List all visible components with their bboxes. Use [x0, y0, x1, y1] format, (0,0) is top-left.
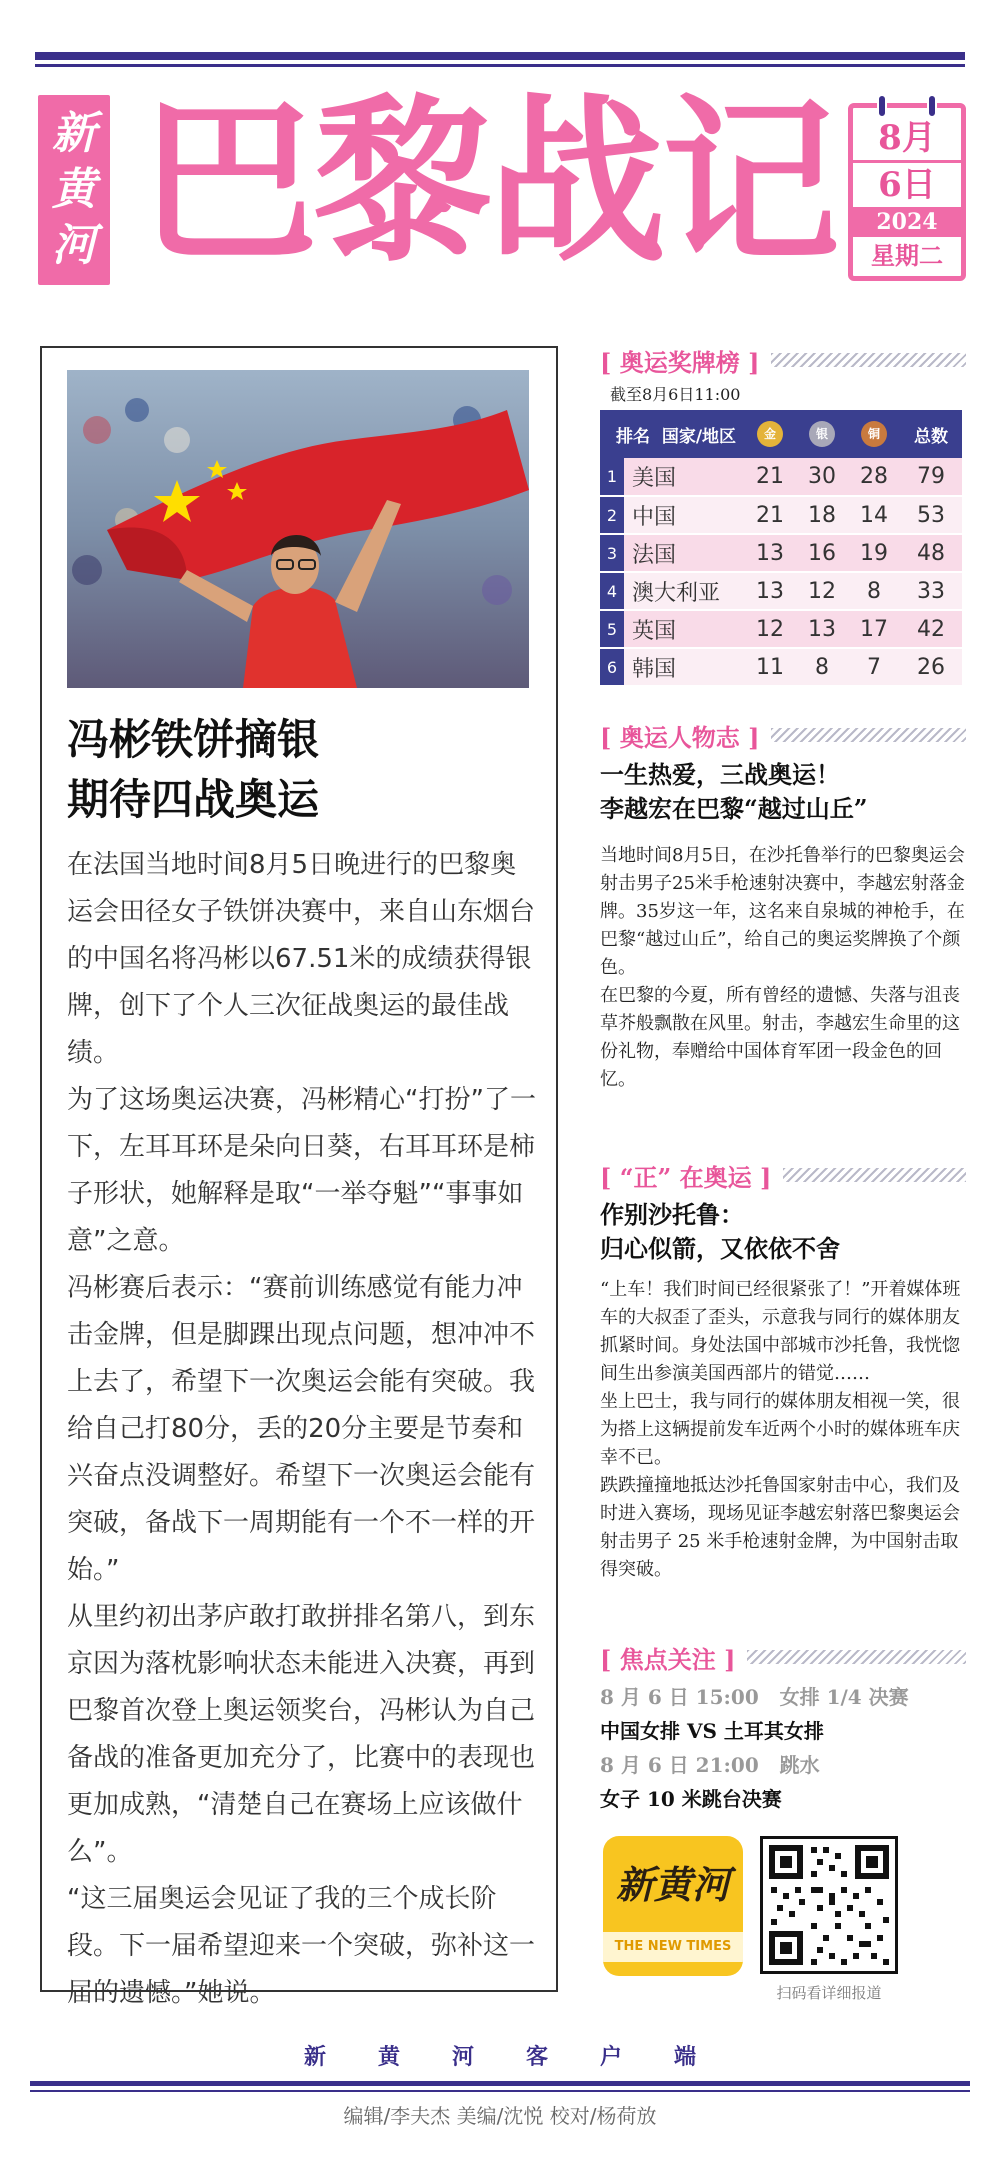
zheng-headline-line: 归心似箭，又依依不舍: [600, 1234, 840, 1263]
masthead-title: 巴黎战记: [140, 79, 836, 286]
date-calendar: [848, 103, 966, 281]
zheng-paragraph: 坐上巴士，我与同行的媒体朋友相视一笑，很为搭上这辆提前发车近两个小时的媒体班车庆幸不已。: [600, 1391, 960, 1468]
row-rank: 6: [600, 648, 624, 686]
calendar-month: 8月: [878, 118, 936, 158]
feature-paragraph: 从里约初出茅庐敢打敢拼排名第八，到东京因为落枕影响状态未能进入决赛，再到巴黎首次登上奥运领奖台，冯彬认为自己备战的准备更加充分了，比赛中的表现也更加成熟，“清楚自己在赛场上应该做什么”。: [67, 1602, 536, 1867]
brand-char: 新: [52, 108, 96, 159]
table-row: [600, 496, 962, 534]
people-headline-line: 一生热爱，三战奥运！: [600, 760, 840, 789]
row-country: 英国: [624, 610, 744, 648]
section-title: [ 焦点关注 ]: [600, 1644, 736, 1674]
feature-paragraph: 为了这场奥运决赛，冯彬精心“打扮”了一下，左耳耳环是朵向日葵，右耳耳环是柿子形状，她解释是取“一举夺魁”“事事如意”之意。: [67, 1085, 536, 1256]
feature-paragraph: 冯彬赛后表示：“赛前训练感觉有能力冲击金牌，但是脚踝出现点问题，想冲冲不上去了，希望下一次奥运会能有突破。我给自己打80分，丢的20分主要是节奏和兴奋点没调整好。希望下一次奥运会能有突破，备战下一周期能有一个不一样的开始。”: [67, 1273, 536, 1585]
logo-subtext: THE NEW TIMES: [603, 1932, 743, 1962]
medal-asof: 截至8月6日11:00: [610, 385, 741, 404]
section-title: [ 奥运奖牌榜 ]: [600, 347, 760, 377]
calendar-weekday: 星期二: [871, 241, 943, 270]
medal-table-head-row: [600, 410, 962, 458]
qr-caption: 扫码看详细报道: [776, 1984, 882, 2002]
calendar-day: 6日: [853, 160, 961, 207]
row-gold: 21: [744, 496, 796, 534]
logo-text: 新黄河: [615, 1862, 730, 1907]
row-rank: 3: [600, 534, 624, 572]
calendar-ring: [877, 94, 887, 118]
brand-char: 河: [52, 220, 96, 271]
focus-item-time: [600, 1748, 966, 1782]
head-country: 国家/地区: [661, 426, 737, 447]
row-total: 48: [900, 534, 962, 572]
row-rank: 5: [600, 610, 624, 648]
focus-tag: 女排 1/4 决赛: [779, 1685, 909, 1709]
row-silver: 12: [796, 572, 848, 610]
row-total: 79: [900, 458, 962, 496]
table-row: [600, 534, 962, 572]
section-title: [ “正” 在奥运 ]: [600, 1162, 772, 1192]
medal-table-header: [600, 343, 966, 377]
footer-label: 新黄河客户端: [303, 2045, 748, 2070]
focus-tag: 跳水: [779, 1753, 820, 1777]
feature-headline-line: 冯彬铁饼摘银: [67, 715, 320, 764]
zheng-section-header: [600, 1158, 966, 1192]
people-paragraph: 当地时间8月5日，在沙托鲁举行的巴黎奥运会射击男子25米手枪速射决赛中，李越宏射落金牌。35岁这一年，这名来自泉城的神枪手，在巴黎“越过山丘”，给自己的奥运奖牌换了个颜色。: [600, 845, 965, 978]
section-hatch: [783, 1168, 966, 1182]
bottom-rule-thick: [30, 2081, 970, 2086]
people-headline-line: 李越宏在巴黎“越过山丘”: [600, 794, 868, 823]
row-silver: 16: [796, 534, 848, 572]
row-total: 53: [900, 496, 962, 534]
section-hatch: [771, 353, 966, 367]
table-row: [600, 458, 962, 496]
qr-code[interactable]: [760, 1836, 898, 1974]
people-paragraph: 在巴黎的今夏，所有曾经的遗憾、失落与沮丧草芥般飘散在风里。射击，李越宏生命里的这份礼物，奉赠给中国体育军团一段金色的回忆。: [600, 985, 960, 1090]
bronze-medal-icon: 铜: [861, 421, 887, 447]
top-rule-thick: [35, 52, 965, 60]
head-rank: 排名: [616, 426, 650, 447]
calendar-ring: [927, 94, 937, 118]
feature-body: [67, 842, 537, 2017]
row-gold: 12: [744, 610, 796, 648]
row-rank: 1: [600, 458, 624, 496]
table-row: [600, 572, 962, 610]
row-silver: 13: [796, 610, 848, 648]
table-row: [600, 610, 962, 648]
medal-table: [600, 410, 962, 687]
focus-item-time: [600, 1680, 966, 1714]
zheng-paragraph: “上车！我们时间已经很紧张了！”开着媒体班车的大叔歪了歪头，示意我与同行的媒体朋友抓紧时间。身处法国中部城市沙托鲁，我恍惚间生出参演美国西部片的错觉……: [600, 1279, 961, 1384]
row-total: 42: [900, 610, 962, 648]
section-hatch: [747, 1650, 966, 1664]
zheng-body: [600, 1276, 966, 1584]
head-total: 总数: [900, 410, 962, 458]
brand-badge: [38, 95, 110, 285]
section-hatch: [771, 728, 966, 742]
feature-headline-line: 期待四战奥运: [67, 775, 320, 824]
brand-char: 黄: [52, 164, 96, 215]
row-total: 33: [900, 572, 962, 610]
athlete-photo: [67, 370, 529, 688]
row-bronze: 28: [848, 458, 900, 496]
focus-list: [600, 1680, 966, 1816]
row-gold: 13: [744, 534, 796, 572]
zheng-headline: [600, 1198, 966, 1266]
section-title: [ 奥运人物志 ]: [600, 722, 760, 752]
row-country: 韩国: [624, 648, 744, 686]
people-section-header: [600, 718, 966, 752]
head-silver: [796, 410, 848, 458]
focus-item-event: 女子 10 米跳台决赛: [600, 1787, 782, 1811]
footer-credits: 编辑/李夫杰 美编/沈悦 校对/杨荷放: [343, 2104, 657, 2128]
silver-medal-icon: 银: [809, 421, 835, 447]
feature-paragraph: 在法国当地时间8月5日晚进行的巴黎奥运会田径女子铁饼决赛中，来自山东烟台的中国名将冯彬以67.51米的成绩获得银牌，创下了个人三次征战奥运的最佳战绩。: [67, 850, 536, 1068]
top-rule-thin: [35, 64, 965, 67]
row-rank: 2: [600, 496, 624, 534]
people-body: [600, 842, 966, 1094]
focus-time: 8 月 6 日 21:00: [600, 1753, 759, 1777]
row-bronze: 7: [848, 648, 900, 686]
people-headline: [600, 758, 966, 826]
feature-headline: [67, 710, 319, 830]
row-gold: 21: [744, 458, 796, 496]
row-bronze: 14: [848, 496, 900, 534]
focus-item-event: 中国女排 VS 土耳其女排: [600, 1719, 824, 1743]
head-bronze: [848, 410, 900, 458]
focus-section-header: [600, 1640, 966, 1674]
focus-time: 8 月 6 日 15:00: [600, 1685, 759, 1709]
zheng-headline-line: 作别沙托鲁：: [600, 1200, 744, 1229]
feature-paragraph: “这三届奥运会见证了我的三个成长阶段。下一届希望迎来一个突破，弥补这一届的遗憾。”她说。: [67, 1884, 536, 2008]
calendar-year: 2024: [853, 207, 961, 237]
row-silver: 8: [796, 648, 848, 686]
feature-article: [40, 346, 558, 2008]
row-country: 中国: [624, 496, 744, 534]
table-row: [600, 648, 962, 686]
row-gold: 13: [744, 572, 796, 610]
row-silver: 30: [796, 458, 848, 496]
row-bronze: 17: [848, 610, 900, 648]
row-country: 澳大利亚: [624, 572, 744, 610]
row-bronze: 19: [848, 534, 900, 572]
head-gold: [744, 410, 796, 458]
gold-medal-icon: 金: [757, 421, 783, 447]
row-rank: 4: [600, 572, 624, 610]
row-total: 26: [900, 648, 962, 686]
newtimes-logo: [603, 1836, 743, 1976]
row-bronze: 8: [848, 572, 900, 610]
medal-head-rank-country: [600, 410, 744, 458]
zheng-paragraph: 跌跌撞撞地抵达沙托鲁国家射击中心，我们及时进入赛场，现场见证李越宏射落巴黎奥运会射击男子 25 米手枪速射金牌，为中国射击取得突破。: [600, 1475, 960, 1580]
qr-code-icon: [763, 1839, 895, 1971]
row-country: 法国: [624, 534, 744, 572]
bottom-rule-thin: [30, 2090, 970, 2092]
row-country: 美国: [624, 458, 744, 496]
row-gold: 11: [744, 648, 796, 686]
row-silver: 18: [796, 496, 848, 534]
